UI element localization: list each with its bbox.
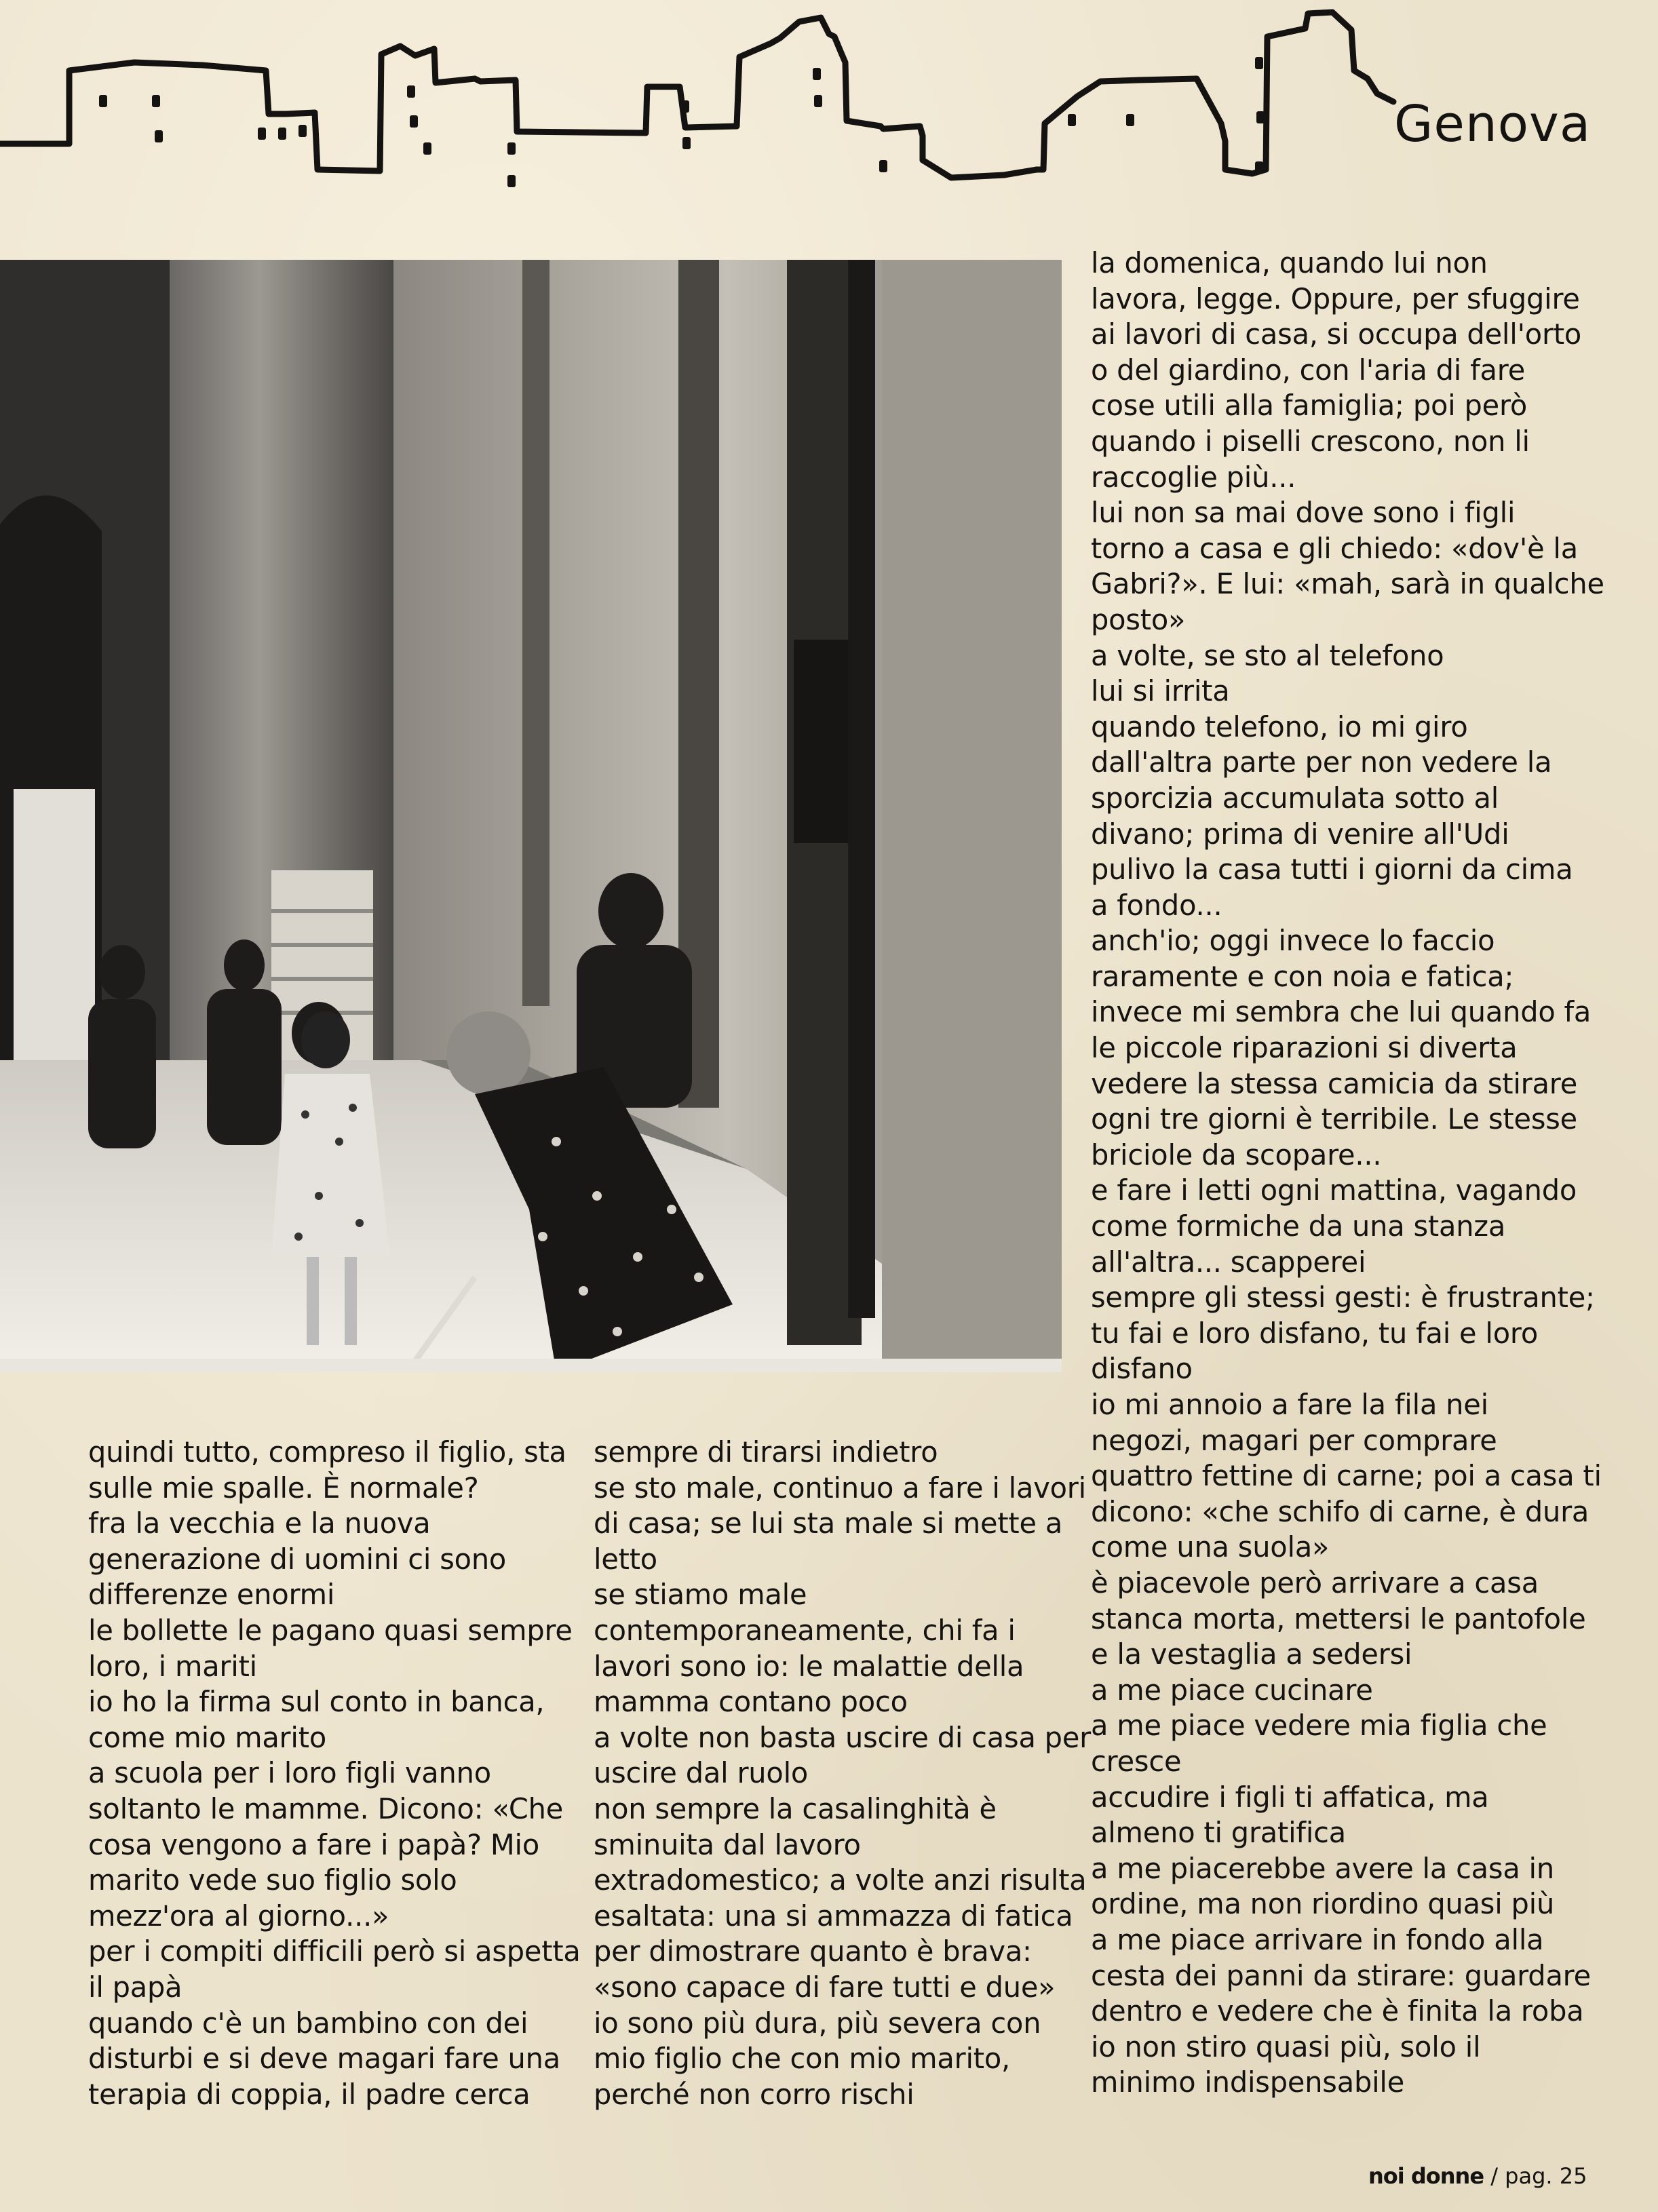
article-line: quindi tutto, compreso il figlio, sta	[88, 1435, 566, 1469]
article-line: se sto male, continuo a fare i lavori	[594, 1471, 1086, 1505]
article-column-left	[88, 1435, 581, 2112]
article-line: cesta dei panni da stirare: guardare	[1091, 1958, 1591, 1992]
article-line: come mio marito	[88, 1720, 327, 1754]
article-line: negozi, magari per comprare	[1091, 1423, 1497, 1457]
article-line: marito vede suo figlio solo	[88, 1863, 457, 1897]
article-line: e la vestaglia a sedersi	[1091, 1637, 1412, 1671]
article-line: briciole da scopare...	[1091, 1138, 1382, 1171]
article-line: il papà	[88, 1970, 182, 2004]
article-line: di casa; se lui sta male si mette a	[594, 1507, 1063, 1540]
article-line: le piccole riparazioni si diverta	[1091, 1031, 1518, 1065]
article-line: sulle mie spalle. È normale?	[88, 1471, 479, 1505]
article-line: mio figlio che con mio marito,	[594, 2042, 1011, 2076]
article-line: disfano	[1091, 1352, 1193, 1386]
article-line: se stiamo male	[594, 1578, 807, 1612]
article-line: all'altra... scapperei	[1091, 1245, 1366, 1279]
article-line: terapia di coppia, il padre cerca	[88, 2077, 531, 2111]
article-line: accudire i figli ti affatica, ma	[1091, 1780, 1489, 1814]
page-number: 25	[1559, 2163, 1587, 2189]
article-line: lavori sono io: le malattie della	[594, 1649, 1024, 1683]
article-line: stanca morta, mettersi le pantofole	[1091, 1602, 1586, 1635]
article-line: lui non sa mai dove sono i figli	[1091, 496, 1516, 530]
article-line: ordine, ma non riordino quasi più	[1091, 1887, 1555, 1921]
article-line: cosa vengono a fare i papà? Mio	[88, 1827, 540, 1861]
article-line: contemporaneamente, chi fa i	[594, 1613, 1016, 1647]
article-line: raramente e con noia e fatica;	[1091, 959, 1514, 993]
article-line: quattro fettine di carne; poi a casa ti	[1091, 1459, 1602, 1493]
article-line: quando i piselli crescono, non li	[1091, 424, 1530, 458]
article-line: «sono capace di fare tutti e due»	[594, 1970, 1056, 2004]
article-line: a fondo...	[1091, 888, 1222, 922]
article-line: minimo indispensabile	[1091, 2065, 1405, 2099]
article-line: almeno ti gratifica	[1091, 1816, 1347, 1850]
street-scene-photo	[0, 260, 1062, 1372]
magazine-name: noi donne	[1368, 2163, 1484, 2189]
article-line: io sono più dura, più severa con	[594, 2006, 1041, 2040]
article-line: e fare i letti ogni mattina, vagando	[1091, 1173, 1577, 1207]
article-line: uscire dal ruolo	[594, 1756, 809, 1790]
article-line: sporcizia accumulata sotto al	[1091, 781, 1499, 815]
article-line: come formiche da una stanza	[1091, 1209, 1506, 1243]
article-line: quando c'è un bambino con dei	[88, 2006, 528, 2040]
article-line: a scuola per i loro figli vanno	[88, 1756, 491, 1790]
article-line: dentro e vedere che è finita la roba	[1091, 1994, 1584, 2028]
page-footer	[1368, 2162, 1587, 2190]
article-line: sminuita dal lavoro	[594, 1827, 861, 1861]
article-line: sempre gli stessi gesti: è frustrante;	[1091, 1281, 1595, 1315]
article-line: pulivo la casa tutti i giorni da cima	[1091, 853, 1573, 887]
article-line: mezz'ora al giorno...»	[88, 1899, 389, 1933]
article-line: non sempre la casalinghità è	[594, 1791, 997, 1825]
article-line: loro, i mariti	[88, 1649, 258, 1683]
article-line: a me piace cucinare	[1091, 1673, 1373, 1707]
article-line: esaltata: una si ammazza di fatica	[594, 1899, 1073, 1933]
article-line: è piacevole però arrivare a casa	[1091, 1566, 1539, 1599]
article-line: io mi annoio a fare la fila nei	[1091, 1388, 1488, 1421]
article-line: tu fai e loro disfano, tu fai e loro	[1091, 1316, 1539, 1350]
article-line: a volte, se sto al telefono	[1091, 638, 1444, 672]
article-line: cose utili alla famiglia; poi però	[1091, 389, 1528, 423]
article-line: sempre di tirarsi indietro	[594, 1435, 938, 1469]
article-line: io non stiro quasi più, solo il	[1091, 2030, 1481, 2063]
article-line: disturbi e si deve magari fare una	[88, 2042, 560, 2076]
article-line: dall'altra parte per non vedere la	[1091, 745, 1552, 779]
footer-separator: /	[1490, 2163, 1498, 2189]
page-label: pag.	[1505, 2163, 1553, 2189]
article-line: a me piace vedere mia figlia che	[1091, 1709, 1547, 1743]
article-line: cresce	[1091, 1744, 1182, 1778]
article-line: lavora, legge. Oppure, per sfuggire	[1091, 282, 1580, 315]
article-line: io ho la firma sul conto in banca,	[88, 1685, 545, 1719]
article-line: fra la vecchia e la nuova	[88, 1507, 431, 1540]
article-line: a me piacerebbe avere la casa in	[1091, 1851, 1554, 1885]
article-line: quando telefono, io mi giro	[1091, 710, 1468, 743]
article-line: per dimostrare quanto è brava:	[594, 1935, 1032, 1968]
article-line: generazione di uomini ci sono	[88, 1542, 507, 1576]
article-line: extradomestico; a volte anzi risulta	[594, 1863, 1087, 1897]
article-line: raccoglie più...	[1091, 460, 1296, 494]
article-line: ai lavori di casa, si occupa dell'orto	[1091, 317, 1582, 351]
article-line: come una suola»	[1091, 1530, 1330, 1564]
article-line: a me piace arrivare in fondo alla	[1091, 1922, 1544, 1956]
article-line: differenze enormi	[88, 1578, 335, 1612]
article-line: Gabri?». E lui: «mah, sarà in qualche	[1091, 567, 1604, 601]
article-line: soltanto le mamme. Dicono: «Che	[88, 1791, 564, 1825]
article-line: posto»	[1091, 602, 1186, 636]
article-line: la domenica, quando lui non	[1091, 246, 1488, 279]
section-title: Genova	[1394, 95, 1592, 153]
article-line: vedere la stessa camicia da stirare	[1091, 1066, 1578, 1100]
article-line: divano; prima di venire all'Udi	[1091, 817, 1509, 851]
article-line: dicono: «che schifo di carne, è dura	[1091, 1494, 1589, 1528]
article-line: torno a casa e gli chiedo: «dov'è la	[1091, 531, 1578, 565]
article-column-middle	[594, 1435, 1092, 2112]
article-column-right	[1091, 246, 1647, 2101]
article-line: invece mi sembra che lui quando fa	[1091, 995, 1592, 1029]
article-line: lui si irrita	[1091, 674, 1230, 708]
article-line: perché non corro rischi	[594, 2077, 914, 2111]
article-line: ogni tre giorni è terribile. Le stesse	[1091, 1102, 1578, 1136]
article-line: mamma contano poco	[594, 1685, 908, 1719]
article-line: anch'io; oggi invece lo faccio	[1091, 924, 1495, 958]
article-line: a volte non basta uscire di casa per	[594, 1720, 1092, 1754]
article-line: le bollette le pagano quasi sempre	[88, 1613, 573, 1647]
article-line: letto	[594, 1542, 657, 1576]
article-line: per i compiti difficili però si aspetta	[88, 1935, 581, 1968]
article-line: o del giardino, con l'aria di fare	[1091, 353, 1526, 387]
